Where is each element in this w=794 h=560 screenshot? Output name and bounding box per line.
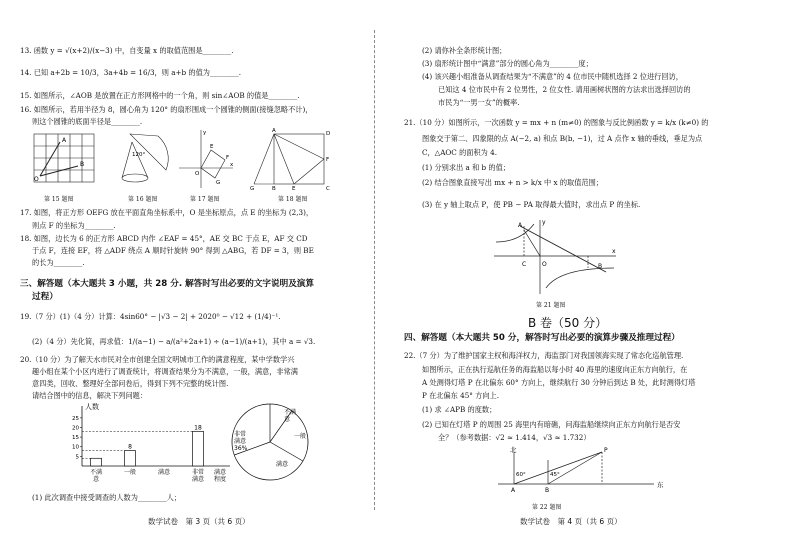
question-22-line3: A 处测得灯塔 P 在北偏东 60° 方向上，继续航行 30 分钟后到达 B 处，此时测得灯塔 — [422, 378, 696, 387]
fig16-angle-label: 120° — [132, 152, 146, 158]
right-page-footer: 数学试卷 第 4 页（共 6 页） — [520, 517, 622, 526]
bar-1 — [125, 451, 136, 466]
caption-fig16: 第 16 题图 — [128, 196, 158, 203]
fig15-label-o: O — [34, 176, 39, 183]
question-22-part2-line2: 全？（参考数据：√2 ≈ 1.414，√3 ≈ 1.732） — [438, 433, 591, 442]
fig18-label-f: F — [326, 157, 330, 163]
question-22-line4: P 在北偏东 45° 方向上. — [422, 391, 500, 400]
question-18-line2: 于点 F，连接 EF，将 △ADF 绕点 A 顺时针旋转 90° 得到 △ABG，若 DF = 3，则 BE — [32, 246, 314, 255]
pie-label-0-b: 意 — [284, 416, 291, 423]
bar-category-0-b: 意 — [92, 476, 100, 483]
caption-fig15: 第 15 题图 — [44, 196, 74, 203]
question-19-part2: (2)（4 分）先化简，再求值：1/(a−1) − a/(a²+2a+1) ÷ (a−1)/(a+1)，其中 a = √3. — [32, 337, 316, 346]
fig18-label-d: D — [326, 131, 331, 137]
pie-label-2: 满意 — [276, 461, 289, 468]
left-page-footer: 数学试卷 第 3 页（共 6 页） — [148, 517, 250, 526]
bar-y-tick-5: 5 — [75, 454, 79, 461]
fig17-label-o: O — [195, 171, 200, 177]
bar-category-3-b: 满意 — [191, 476, 205, 483]
pie-label-3-b: 满意 — [234, 438, 247, 445]
question-21-line2: 图象交于第二、四象限的点 A(−2, a) 和点 B(b, −1)，过 A 点作 x 轴的垂线，垂足为点 — [422, 134, 703, 143]
question-20-line4: 请结合图中的信息，解决下列问题： — [32, 391, 148, 400]
section-4-heading: 四、解答题（本大题共 50 分，解答时写出必要的演算步骤及推理过程） — [404, 333, 680, 343]
bar-category-3: 非常 — [191, 469, 205, 476]
question-20-line2: 趣小组在某个小区内进行了调查统计，将调查结果分为不满意，一般，满意，非常满 — [32, 367, 298, 376]
question-20-line1: 20.（10 分）为了解天水市民对全市创建全国文明城市工作的满意程度，某中学数学兴 — [20, 355, 295, 364]
bar-x-axis-label-2: 程度 — [213, 476, 227, 483]
bar-category-0: 不满 — [89, 469, 103, 476]
bar-y-tick-10: 10 — [72, 444, 79, 451]
question-14: 14. 已知 a+2b = 10/3，3a+4b = 16/3，则 a+b 的值为________. — [20, 68, 242, 77]
question-21-part1: (1) 分别求出 a 和 b 的值； — [422, 163, 510, 172]
bar-y-tick-25: 25 — [72, 415, 79, 422]
fig18-label-b: B — [272, 186, 276, 192]
pie-label-1: 一般 — [294, 433, 307, 440]
question-15: 15. 如图所示，∠AOB 是放置在正方形网格中的一个角，则 sin∠AOB 的值是________. — [20, 91, 300, 100]
question-22-line2: 如图所示，正在执行巡航任务的海监船以每小时 40 海里的速度向正东方向航行，在 — [422, 365, 688, 374]
question-17-line1: 17. 如图，将正方形 OEFG 放在平面直角坐标系中，O 是坐标原点，点 E 的坐标为 (2,3)， — [20, 208, 314, 217]
caption-fig22: 第 22 题图 — [532, 504, 562, 511]
fig18-label-e: E — [292, 186, 296, 192]
question-13: 13. 函数 y = √(x+2)/(x−3) 中，自变量 x 的取值范围是________. — [20, 46, 234, 55]
caption-fig18: 第 18 题图 — [278, 196, 308, 203]
question-20-line3: 意四类，回收、整理好全部问卷后，得到下列不完整的统计图. — [32, 379, 229, 388]
pie-label-0: 不满 — [284, 409, 297, 416]
fig17-label-x: x — [230, 162, 234, 168]
fig22-label-b: B — [545, 487, 550, 494]
bar-category-2: 满意 — [157, 469, 171, 476]
fig22-angle45: 45° — [550, 472, 560, 478]
fig22-label-p: P — [604, 447, 608, 454]
question-16-line2: 则这个圆锥的底面半径是________. — [32, 117, 143, 126]
figure-15-grid — [26, 130, 106, 190]
survey-pie-chart — [228, 400, 312, 484]
question-22-part2-line1: (2) 已知在灯塔 P 的周围 25 海里内有暗礁，问海监船继续向正东方向航行是否安 — [422, 420, 681, 429]
fig18-label-a: A — [272, 128, 276, 134]
page-divider — [374, 30, 375, 510]
question-21-part2: (2) 结合图象直接写出 mx + n > k/x 中 x 的取值范围； — [422, 178, 603, 187]
figure-17-square — [175, 126, 235, 192]
question-17-line2: 则点 F 的坐标为________. — [32, 221, 116, 230]
question-21-line1: 21.（10 分）如图所示，一次函数 y = mx + n (m≠0) 的图象与反比例函数 y = k/x (k≠0) 的 — [404, 118, 709, 127]
fig17-label-f: F — [226, 155, 230, 161]
figure-18-square — [244, 126, 344, 192]
question-19-part1: 19.（7 分）(1)（4 分）计算：4sin60° − |√3 − 2| + 2020⁰ − √12 + (1/4)⁻¹. — [20, 312, 281, 321]
question-18-line3: 的长为________. — [32, 258, 85, 267]
question-22-line1: 22.（7 分）为了维护国家主权和海洋权力，海监部门对我国领海实现了常态化巡航管理. — [404, 351, 684, 360]
figure-22-navigation — [494, 446, 664, 498]
pie-label-3: 非常 — [234, 431, 247, 438]
bar-3 — [193, 431, 204, 466]
section-3-heading-cont: 过程） — [32, 292, 58, 302]
fig15-label-a: A — [62, 137, 67, 144]
fig17-label-e: E — [210, 144, 214, 150]
question-21-line3: C，△AOC 的面积为 4. — [422, 148, 497, 157]
question-20-part1: (1) 此次调查中接受调查的人数为________人； — [32, 493, 182, 502]
fig21-label-c: C — [522, 261, 527, 268]
section-3-heading: 三、解答题（本大题共 3 小题，共 28 分. 解答时写出必要的文字说明及演算 — [20, 279, 314, 289]
fig17-label-g: G — [216, 180, 221, 186]
question-21-part3: (3) 在 y 轴上取点 P，使 PB − PA 取得最大值时，求出点 P 的坐标. — [422, 200, 641, 209]
bar-0 — [91, 458, 102, 466]
question-20-part3: (3) 扇形统计图中“满意”部分的圆心角为________度； — [422, 59, 593, 68]
fig22-angle60: 60° — [516, 472, 526, 478]
fig21-label-y: y — [542, 219, 546, 226]
pie-value-3: 36% — [234, 445, 248, 452]
caption-fig17: 第 17 题图 — [190, 196, 220, 203]
question-16-line1: 16. 如图所示，若用半径为 8，圆心角为 120° 的扇形围成一个圆锥的侧面(接缝忽略不计)， — [20, 105, 313, 114]
caption-fig21: 第 21 题图 — [536, 302, 566, 309]
bar-x-axis-label-1: 满意 — [213, 469, 227, 476]
bar-value-label-1: 8 — [128, 443, 132, 451]
question-20-part4-line2: 已知这 4 位市民中有 2 位男性，2 位女性. 请用画树状图的方法求出选择回访的 — [438, 85, 691, 94]
question-22-part1: (1) 求 ∠APB 的度数； — [422, 405, 497, 414]
bar-value-label-3: 18 — [194, 424, 202, 432]
fig21-label-x: x — [612, 248, 616, 255]
figure-21-graph — [490, 216, 620, 296]
fig15-label-b: B — [80, 161, 85, 168]
bar-y-tick-20: 20 — [72, 425, 79, 432]
bar-y-axis-label: 人数 — [85, 403, 99, 411]
fig22-north-label: 北 — [510, 446, 517, 454]
survey-bar-chart — [60, 402, 240, 488]
question-20-part4-line1: (4) 该兴趣小组准备从调查结果为“不满意”的 4 位市民中随机选择 2 位进行回访， — [422, 72, 683, 81]
question-18-line1: 18. 如图，边长为 6 的正方形 ABCD 内作 ∠EAF = 45°，AE 交 BC 于点 E，AF 交 CD — [20, 234, 308, 243]
fig17-label-y: y — [203, 130, 207, 136]
fig22-label-a: A — [511, 487, 516, 494]
section-b-title: B 卷（50 分） — [528, 316, 608, 330]
fig21-label-o: O — [542, 261, 547, 268]
fig21-label-b: B — [598, 263, 603, 270]
fig21-label-a: A — [518, 222, 523, 229]
bar-category-1: 一般 — [123, 469, 137, 476]
question-20-part4-line3: 市民为“一男一女”的概率. — [438, 98, 520, 107]
bar-y-tick-15: 15 — [72, 435, 79, 442]
fig22-east-label: 东 — [657, 481, 664, 489]
question-20-part2: (2) 请你补全条形统计图； — [422, 46, 507, 55]
fig18-label-c: C — [326, 186, 330, 192]
fig18-label-g: G — [250, 186, 255, 192]
